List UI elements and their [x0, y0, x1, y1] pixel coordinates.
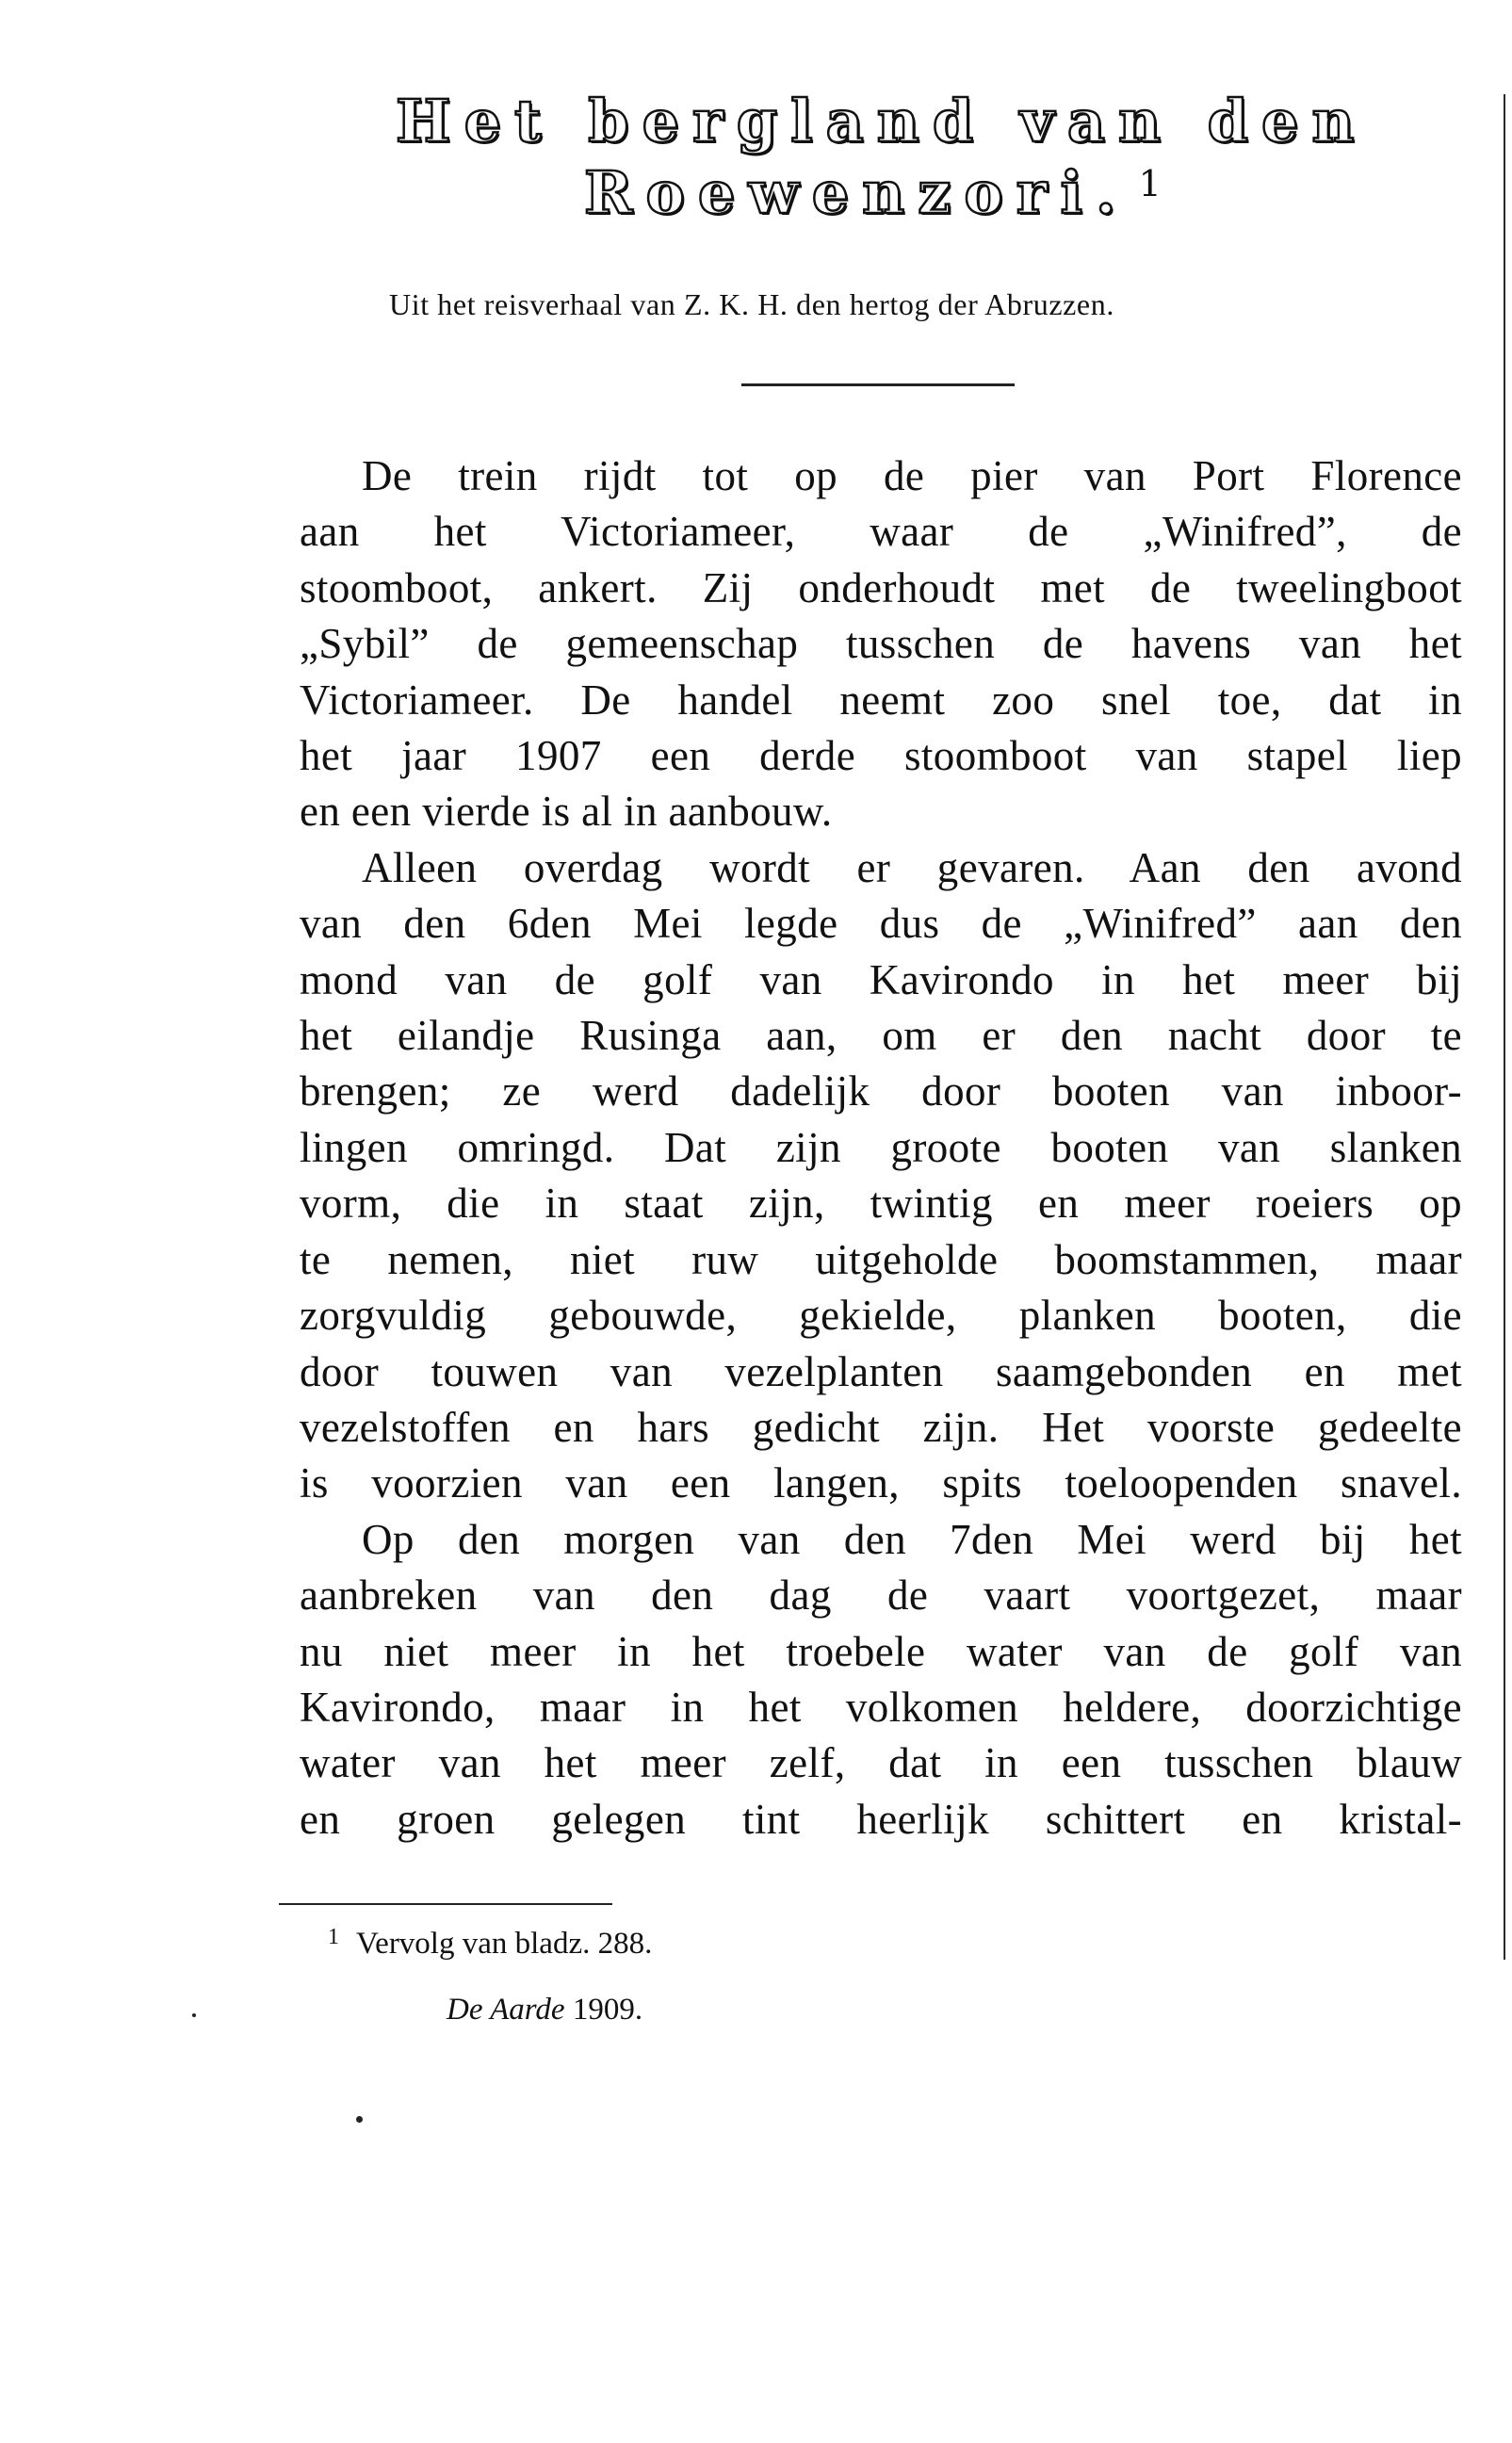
- title-footnote-mark: 1: [1138, 163, 1162, 204]
- body-line: te nemen, niet ruw uitgeholde boomstammen, maar: [300, 1235, 1462, 1283]
- body-line: Op den morgen van den 7den Mei werd bij het: [362, 1515, 1462, 1563]
- footnote-text: Vervolg van bladz. 288.: [356, 1927, 653, 1961]
- footnote: [328, 1925, 652, 1962]
- title-divider: [741, 383, 1015, 386]
- body-line: en een vierde is al in aanbouw.: [300, 788, 833, 836]
- print-speck: [192, 2013, 196, 2017]
- body-line: aanbreken van den dag de vaart voortgezet, maar: [300, 1572, 1462, 1620]
- body-line: nu niet meer in het troebele water van de golf van: [300, 1627, 1462, 1675]
- article-title-line-2: [584, 158, 1512, 227]
- print-speck: [356, 2116, 363, 2123]
- footnote-mark: 1: [328, 1925, 339, 1949]
- body-line: vorm, die in staat zijn, twintig en meer roeiers op: [300, 1180, 1462, 1228]
- body-line: lingen omringd. Dat zijn groote booten van slanken: [300, 1123, 1462, 1171]
- body-line: Kavirondo, maar in het volkomen heldere, doorzichtige: [300, 1683, 1462, 1731]
- body-line: en groen gelegen tint heerlijk schittert en kristal-: [300, 1795, 1462, 1843]
- article-subtitle: Uit het reisverhaal van Z. K. H. den hertog der Abruzzen.: [389, 287, 1114, 321]
- title-text-2: Roewenzori.: [584, 158, 1130, 227]
- body-line: Victoriameer. De handel neemt zoo snel toe, dat in: [300, 676, 1462, 724]
- body-line: aan het Victoriameer, waar de „Winifred”, de: [300, 508, 1462, 556]
- body-line: het eilandje Rusinga aan, om er den nacht door te: [300, 1012, 1462, 1060]
- body-line: De trein rijdt tot op de pier van Port Florence: [362, 452, 1462, 499]
- body-line: stoomboot, ankert. Zij onderhoudt met de tweelingboot: [300, 563, 1462, 611]
- body-line: mond van de golf van Kavirondo in het meer bij: [300, 955, 1462, 1003]
- body-line: „Sybil” de gemeenschap tusschen de havens van het: [300, 620, 1462, 668]
- body-line: zorgvuldig gebouwde, gekielde, planken booten, die: [300, 1292, 1462, 1340]
- article-title-line-1: [396, 87, 1375, 155]
- body-line: Alleen overdag wordt er gevaren. Aan den avond: [362, 843, 1462, 891]
- body-line: door touwen van vezelplanten saamgebonden en met: [300, 1347, 1462, 1395]
- body-line: het jaar 1907 een derde stoomboot van stapel liep: [300, 732, 1462, 780]
- body-line: brengen; ze werd dadelijk door booten van inboor-: [300, 1067, 1462, 1116]
- body-line: van den 6den Mei legde dus de „Winifred” aan den: [300, 900, 1462, 948]
- source-year: 1909.: [572, 1993, 643, 2027]
- source-title: De Aarde: [447, 1993, 565, 2027]
- source-citation: [447, 1993, 642, 2028]
- body-line: vezelstoffen en hars gedicht zijn. Het voorste gedeelte: [300, 1403, 1462, 1451]
- body-line: is voorzien van een langen, spits toeloopenden snavel.: [300, 1459, 1462, 1507]
- footnote-divider: [279, 1903, 612, 1905]
- body-line: water van het meer zelf, dat in een tusschen blauw: [300, 1739, 1462, 1787]
- article-body: [300, 448, 1462, 1848]
- title-text-1: Het bergland van den: [396, 87, 1368, 155]
- page-edge-rule: [1504, 94, 1505, 1960]
